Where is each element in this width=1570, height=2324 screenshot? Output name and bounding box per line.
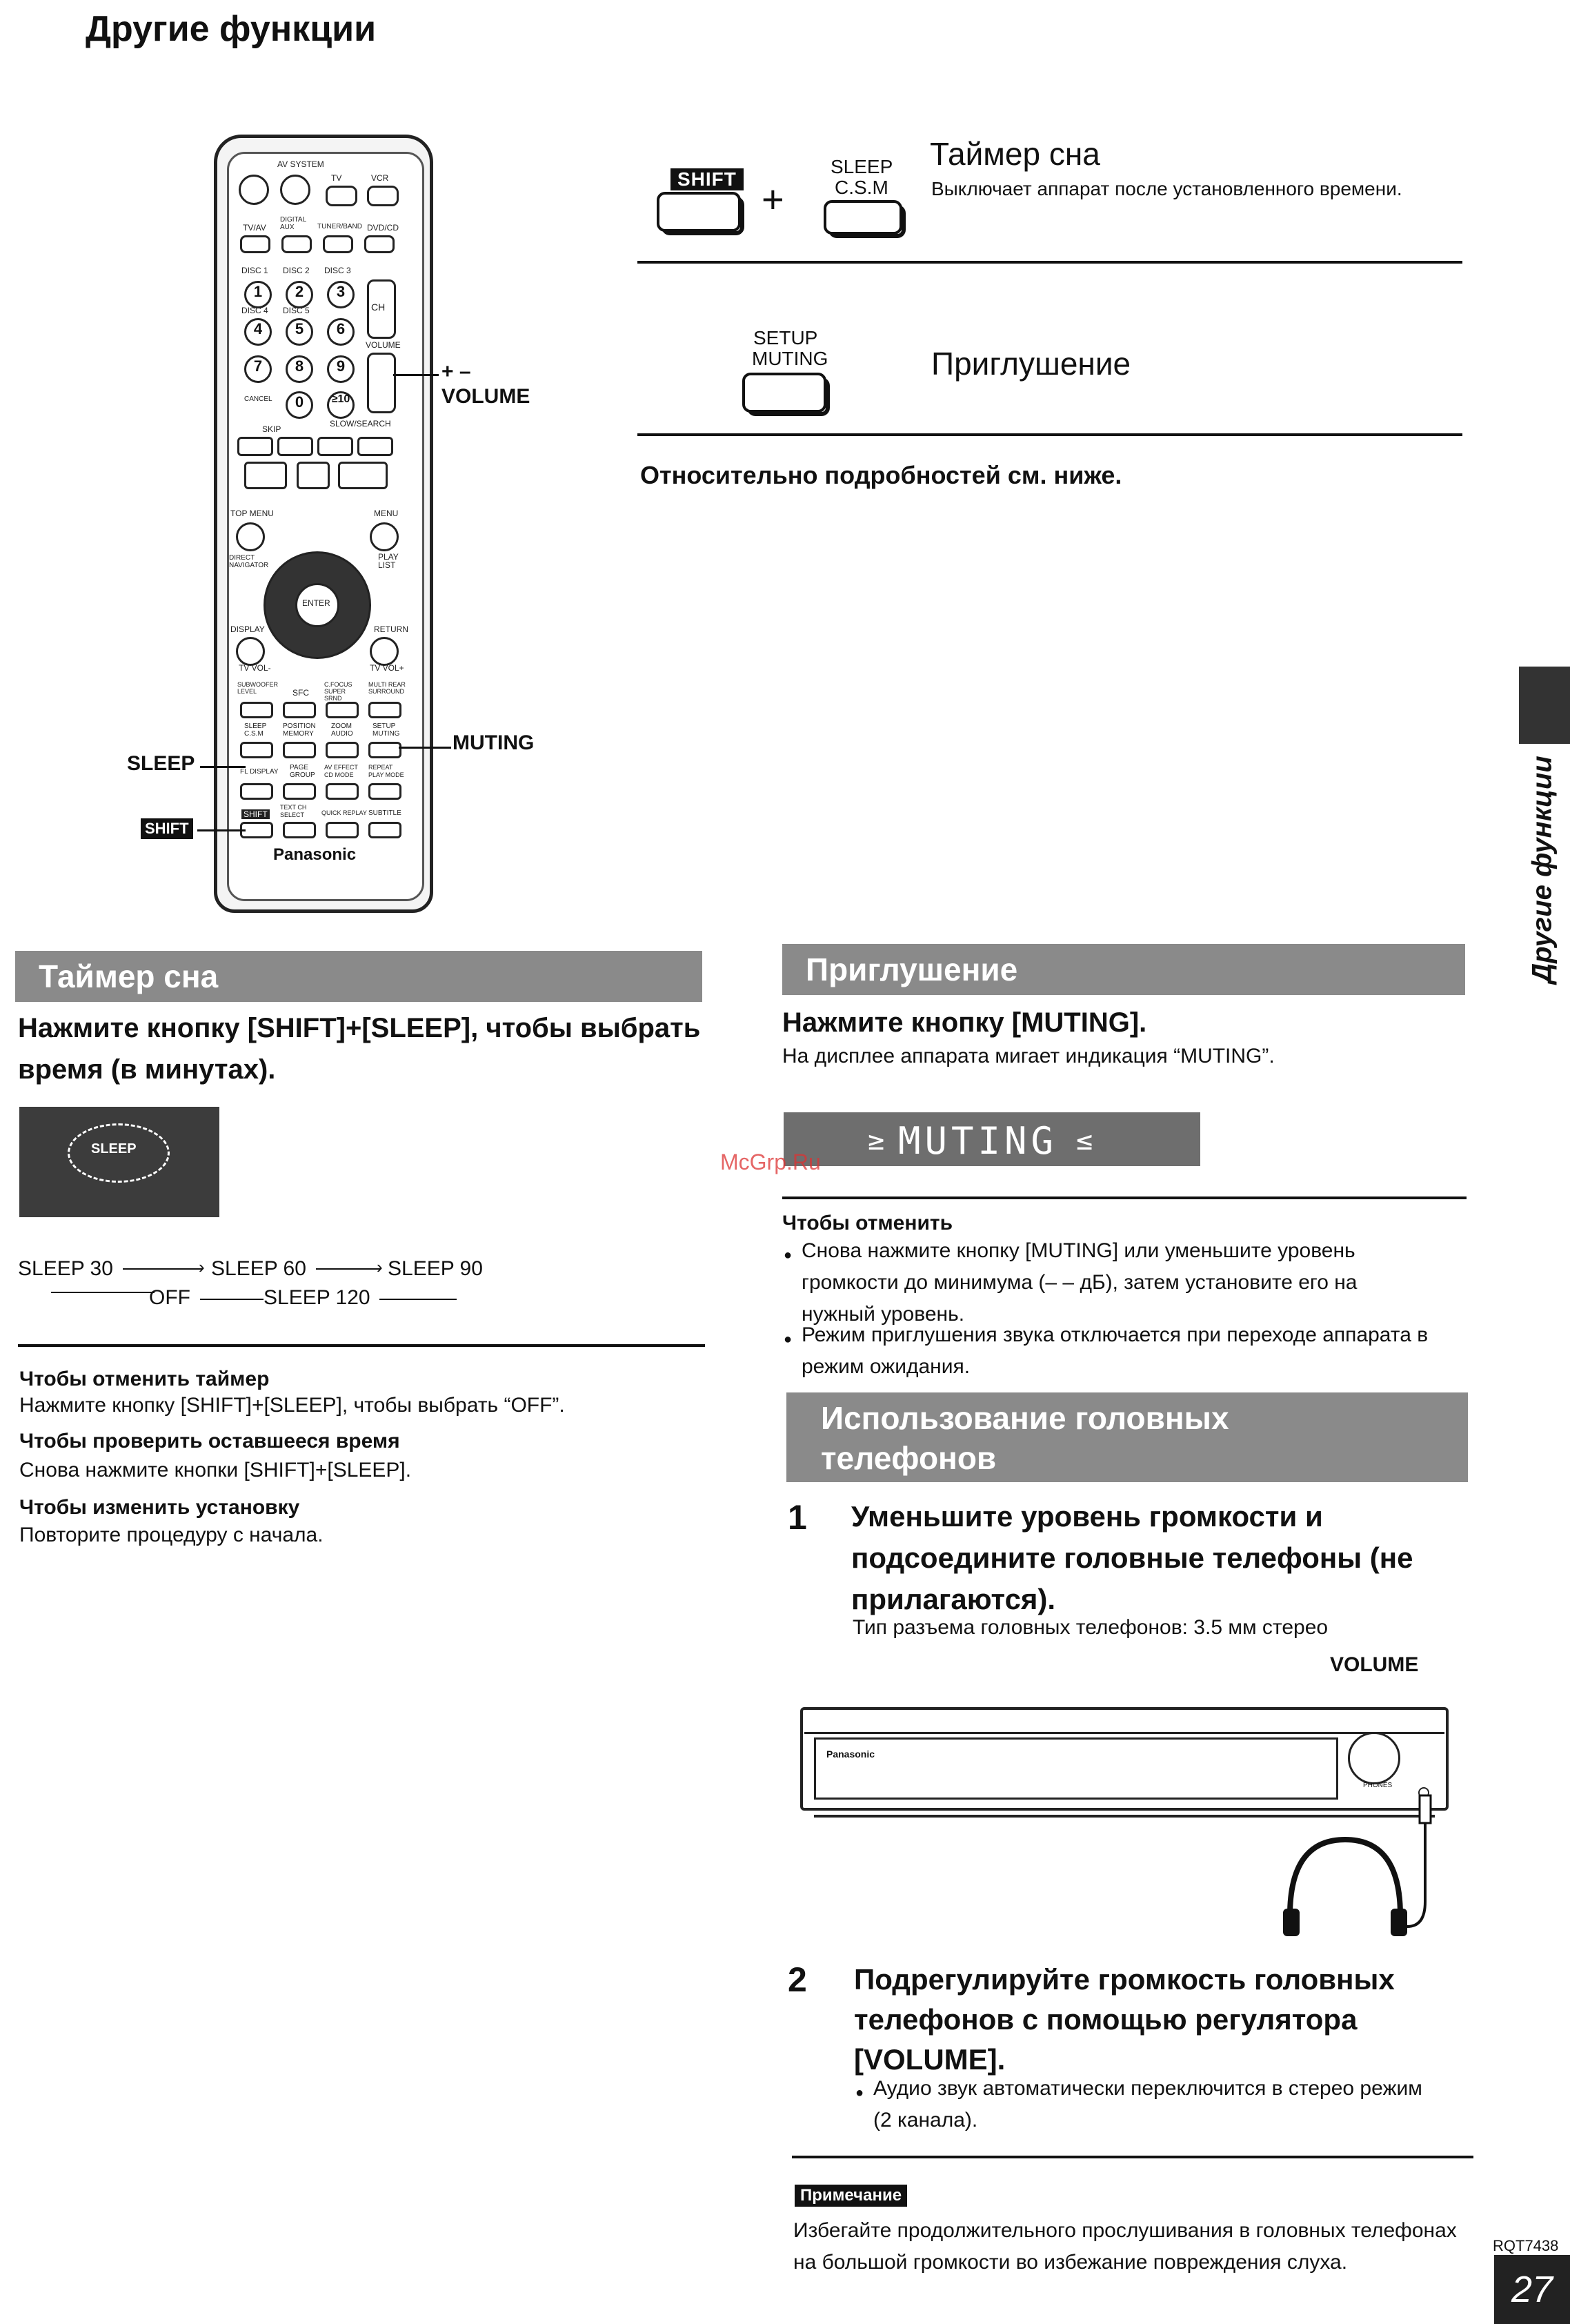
summary-muting-key-label-top: SETUP — [753, 327, 818, 348]
muting-display-blink-right: ≤ — [1076, 1125, 1093, 1156]
headphones-banner — [786, 1392, 1468, 1482]
muting-cancel-heading: Чтобы отменить — [782, 1212, 953, 1234]
remote-label-position-memory: POSITION MEMORY — [283, 722, 316, 738]
cycle-sleep60: SLEEP 60 — [211, 1257, 306, 1280]
volume-rocker — [367, 353, 396, 413]
sleep-change-heading: Чтобы изменить установку — [19, 1496, 300, 1519]
device-front-panel — [814, 1737, 1338, 1800]
muting-display — [784, 1112, 1200, 1166]
summary-muting-key — [742, 373, 826, 413]
remote-label-play-list: PLAY LIST — [378, 552, 399, 570]
search-back-button — [317, 437, 353, 456]
step2-text: Подрегулируйте громкость головных телефонов с помощью регулятора [VOLUME]. — [854, 1963, 1395, 2076]
skip-forward-button — [277, 437, 313, 456]
muting-cancel-bullet-2-text: Режим приглушения звука отключается при переходе аппарата в режим ожидания. — [802, 1323, 1429, 1378]
power-button-system — [280, 175, 310, 205]
repeat-button — [368, 783, 401, 800]
muting-display-note: На дисплее аппарата мигает индикация “MUTING”. — [782, 1045, 1275, 1067]
step2-bullet-text: Аудио звук автоматически переключится в стерео режим (2 канала). — [873, 2077, 1422, 2131]
remote-label-sfc: SFC — [292, 688, 309, 698]
stop-button — [244, 462, 287, 489]
muting-banner: Приглушение — [782, 944, 1465, 995]
cycle-arrow-2-head: › — [377, 1257, 383, 1277]
headphones-banner-line2: телефонов — [821, 1440, 997, 1476]
cycle-sleep120: SLEEP 120 — [264, 1286, 370, 1309]
remote-label-disc2: DISC 2 — [283, 266, 310, 275]
remote-label-disc4: DISC 4 — [241, 306, 268, 315]
cycle-arrow-2 — [316, 1268, 381, 1270]
summary-sleep-desc: Выключает аппарат после установленного времени. — [931, 178, 1402, 199]
device-brand: Panasonic — [826, 1749, 875, 1760]
sleep-display-text: SLEEP — [91, 1141, 137, 1156]
muting-callout-label: MUTING — [453, 731, 535, 754]
sleep-cycle-diagram — [18, 1256, 501, 1318]
note-rule — [792, 2156, 1473, 2158]
digit-0-button: 0 — [286, 391, 313, 419]
sleep-cancel-heading: Чтобы отменить таймер — [19, 1368, 270, 1390]
remote-label-skip: SKIP — [262, 424, 281, 434]
remote-label-av-effect: AV EFFECT CD MODE — [324, 764, 358, 778]
remote-label-direct-navigator: DIRECT NAVIGATOR — [229, 554, 269, 569]
aux-button — [281, 235, 312, 253]
volume-callout-pm: + – — [441, 360, 471, 383]
multi-rear-button — [368, 702, 401, 718]
remote-label-tv: TV — [331, 173, 342, 183]
muting-callout-line — [399, 747, 451, 749]
page-title: Другие функции — [86, 9, 377, 49]
sleep-cancel-text: Нажмите кнопку [SHIFT]+[SLEEP], чтобы выбрать “OFF”. — [19, 1394, 565, 1417]
remote-brand-logo: Panasonic — [273, 845, 357, 864]
volume-callout-label: VOLUME — [441, 385, 530, 408]
summary-shift-tag: SHIFT — [670, 168, 744, 190]
sleep-display — [19, 1107, 219, 1217]
sleep-change-text: Повторите процедуру с начала. — [19, 1524, 324, 1546]
remote-label-tuner-band: TUNER/BAND — [317, 223, 363, 230]
doc-code: RQT7438 — [1493, 2237, 1559, 2254]
cycle-arrow-3 — [200, 1299, 264, 1300]
digit-2-button: 2 — [286, 281, 313, 308]
step1-number: 1 — [788, 1498, 807, 1537]
step2-bullet — [873, 2073, 1446, 2136]
page-group-button — [283, 783, 316, 800]
page-number: 27 — [1494, 2255, 1570, 2324]
muting-instruction: Нажмите кнопку [MUTING]. — [782, 1007, 1147, 1038]
headphones-icon — [1283, 1791, 1435, 1957]
device-top-panel — [804, 1717, 1444, 1734]
muting-cancel-bullet-2 — [802, 1319, 1436, 1383]
cycle-off: OFF — [149, 1286, 190, 1309]
tvav-button — [240, 235, 270, 253]
return-button — [370, 637, 399, 666]
subtitle-button — [368, 822, 401, 838]
digit-10-button: ≥10 — [327, 391, 355, 419]
cycle-return-line — [51, 1292, 155, 1293]
digit-8-button: 8 — [286, 355, 313, 383]
remote-label-subtitle: SUBTITLE — [368, 809, 401, 817]
muting-button — [368, 742, 401, 758]
sleep-callout-line — [200, 766, 246, 768]
digit-7-button: 7 — [244, 355, 272, 383]
remote-label-vcr: VCR — [371, 173, 389, 183]
summary-plus: + — [762, 177, 784, 221]
remote-label-av-system: AV SYSTEM — [277, 159, 324, 169]
fl-display-button — [240, 783, 273, 800]
tuner-button — [323, 235, 353, 253]
digit-3-button: 3 — [327, 281, 355, 308]
step1-text: Уменьшите уровень громкости и подсоедините головные телефоны (не прилагаются). — [851, 1500, 1413, 1615]
remote-label-disc1: DISC 1 — [241, 266, 268, 275]
remote-label-volume: VOLUME — [366, 340, 401, 350]
headphones-banner-line1: Использование головных — [821, 1400, 1229, 1436]
details-note: Относительно подробностей см. ниже. — [640, 461, 1122, 489]
remote-label-repeat: REPEAT PLAY MODE — [368, 764, 404, 778]
cycle-sleep30: SLEEP 30 — [18, 1257, 113, 1280]
device-volume-knob — [1348, 1732, 1400, 1784]
remote-label-zoom-audio: ZOOM AUDIO — [331, 722, 353, 738]
remote-label-page-group: PAGE GROUP — [290, 764, 315, 779]
side-tab-label: Другие функции — [1527, 756, 1558, 983]
device-volume-label: VOLUME — [1330, 1653, 1419, 1676]
pause-button — [297, 462, 330, 489]
search-forward-button — [357, 437, 393, 456]
remote-label-slow-search: SLOW/SEARCH — [330, 419, 391, 429]
tv-button — [326, 186, 357, 206]
top-menu-button — [236, 522, 265, 551]
sleep-callout-label: SLEEP — [127, 752, 195, 775]
summary-muting-key-label-bottom: MUTING — [752, 348, 828, 369]
note-text: Избегайте продолжительного прослушивания в головных телефонах на большой громкости во избежание повреждения слуха. — [793, 2219, 1457, 2274]
note-badge: Примечание — [795, 2185, 907, 2207]
remote-label-return: RETURN — [374, 624, 408, 634]
display-button — [236, 637, 265, 666]
remote-label-ch-select: TEXT CH SELECT — [280, 804, 307, 818]
summary-sleep-key-label-top: SLEEP — [831, 156, 893, 177]
volume-callout-line — [393, 374, 439, 376]
summary-sleep-key — [824, 200, 902, 235]
vcr-button — [367, 186, 399, 206]
remote-label-subwoofer: SUBWOOFER LEVEL — [237, 681, 279, 695]
muting-rule — [782, 1197, 1467, 1199]
sleep-check-heading: Чтобы проверить оставшееся время — [19, 1430, 400, 1452]
sleep-rule — [18, 1344, 705, 1347]
remote-label-disc3: DISC 3 — [324, 266, 351, 275]
ch-select-button — [283, 822, 316, 838]
watermark: McGrp.Ru — [720, 1150, 821, 1174]
side-tab-marker — [1519, 667, 1570, 744]
digit-6-button: 6 — [327, 318, 355, 346]
remote-label-disc5: DISC 5 — [283, 306, 310, 315]
muting-display-blink-left: ≥ — [868, 1125, 885, 1156]
subwoofer-button — [240, 702, 273, 718]
shift-callout-line — [197, 829, 246, 831]
remote-label-multi-rear: MULTI REAR SURROUND — [368, 681, 406, 695]
muting-cancel-bullet-1-text: Снова нажмите кнопку [MUTING] или уменьшите уровень громкости до минимума (– – дБ), затем установите его на нужный уровень. — [802, 1239, 1358, 1326]
remote-label-top-menu: TOP MENU — [230, 509, 274, 518]
sleep-check-text: Снова нажмите кнопки [SHIFT]+[SLEEP]. — [19, 1459, 412, 1481]
remote-label-enter: ENTER — [302, 598, 330, 608]
remote-label-tvav: TV/AV — [243, 223, 266, 233]
shift-callout-label: SHIFT — [141, 818, 193, 839]
remote-label-dvd-cd: DVD/CD — [367, 223, 399, 233]
remote-label-menu: MENU — [374, 509, 399, 518]
digit-9-button: 9 — [327, 355, 355, 383]
dvd-button — [364, 235, 395, 253]
play-button — [338, 462, 388, 489]
cycle-arrow-4 — [379, 1299, 457, 1300]
remote-label-shift: SHIFT — [241, 809, 270, 819]
remote-label-setup-muting: SETUP MUTING — [372, 722, 400, 738]
step1-note: Тип разъема головных телефонов: 3.5 мм стерео — [853, 1616, 1329, 1639]
menu-button — [370, 522, 399, 551]
remote-label-ch: CH — [371, 302, 386, 313]
zoom-button — [326, 742, 359, 758]
summary-rule-1 — [637, 261, 1462, 264]
remote-label-tv-vol-minus: TV VOL- — [239, 663, 271, 673]
remote-label-tv-vol-plus: TV VOL+ — [370, 663, 404, 673]
remote-label-fl-display: FL DISPLAY — [240, 768, 279, 776]
digit-5-button: 5 — [286, 318, 313, 346]
summary-muting-title: Приглушение — [931, 346, 1131, 382]
c-focus-button — [326, 702, 359, 718]
power-button-av — [239, 175, 269, 205]
quick-replay-button — [326, 822, 359, 838]
sfc-button — [283, 702, 316, 718]
cycle-arrow-1-head: › — [199, 1257, 205, 1277]
remote-label-digital-aux: DIGITAL AUX — [280, 216, 306, 231]
digit-4-button: 4 — [244, 318, 272, 346]
skip-back-button — [237, 437, 273, 456]
muting-display-text: MUTING — [898, 1119, 1058, 1163]
muting-cancel-bullet-1 — [802, 1235, 1436, 1330]
position-memory-button — [283, 742, 316, 758]
summary-shift-key — [657, 192, 741, 232]
remote-label-display: DISPLAY — [230, 624, 265, 634]
summary-rule-2 — [637, 433, 1462, 436]
sleep-instruction: Нажмите кнопку [SHIFT]+[SLEEP], чтобы выбрать время (в минутах). — [18, 1013, 701, 1085]
remote-label-c-focus: C.FOCUS SUPER SRND — [324, 681, 352, 702]
step2-number: 2 — [788, 1960, 807, 1999]
remote-label-quick-replay: QUICK REPLAY — [321, 809, 367, 816]
summary-sleep-title: Таймер сна — [930, 136, 1100, 172]
digit-1-button: 1 — [244, 281, 272, 308]
remote-label-cancel: CANCEL — [244, 395, 272, 403]
remote-label-sleep-csm: SLEEP C.S.M — [244, 722, 267, 738]
sleep-button — [240, 742, 273, 758]
device-phones-label: PHONES — [1363, 1782, 1393, 1789]
sleep-banner: Таймер сна — [15, 951, 702, 1002]
cycle-sleep90: SLEEP 90 — [388, 1257, 483, 1280]
av-effect-button — [326, 783, 359, 800]
remote-buttons — [214, 135, 433, 913]
summary-sleep-key-label-bottom: C.S.M — [835, 177, 888, 198]
cycle-arrow-1 — [123, 1268, 203, 1270]
